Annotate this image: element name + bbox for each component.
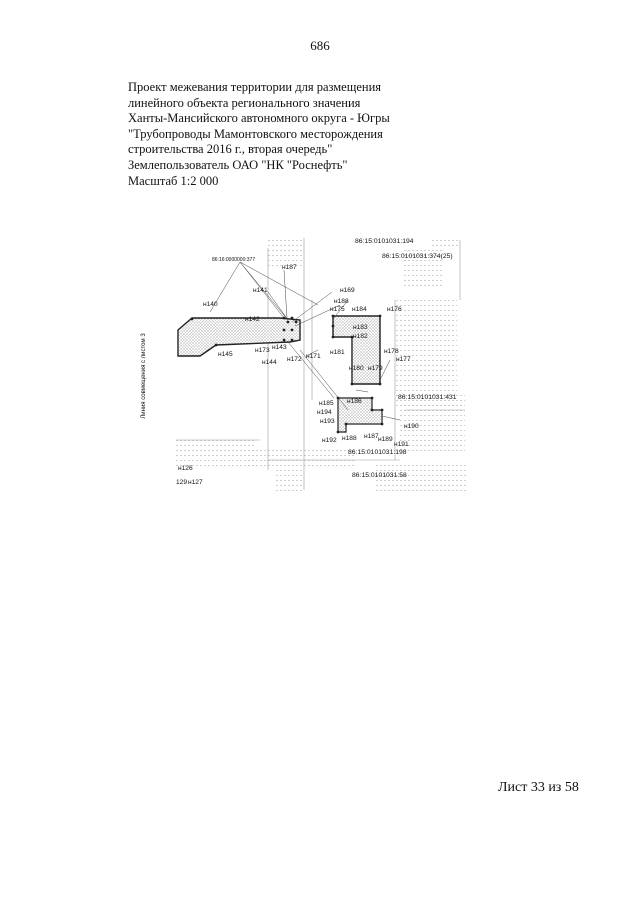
- point-label: н127: [188, 479, 203, 486]
- cadastral-background: [176, 236, 466, 494]
- point-label: н176: [387, 306, 402, 313]
- point-label: н172: [287, 356, 302, 363]
- point-label: н181: [330, 349, 345, 356]
- match-line-label: Линия совмещения с листом 3: [141, 333, 147, 419]
- cadastral-number: 86:16:0000000:377: [212, 257, 256, 263]
- point-label: н145: [218, 351, 233, 358]
- point-label: н183: [353, 324, 368, 331]
- point-label: н190: [404, 423, 419, 430]
- point-label: н171: [306, 353, 321, 360]
- point-label: н140: [203, 301, 218, 308]
- sheet-number: Лист 33 из 58: [498, 780, 579, 795]
- point-label: н192: [322, 437, 337, 444]
- point-label: н191: [394, 441, 409, 448]
- point-label: н144: [262, 359, 277, 366]
- point-label: н187: [364, 433, 379, 440]
- point-label: н173: [255, 347, 270, 354]
- point-label: н193: [320, 418, 335, 425]
- allocation-strip: [178, 316, 382, 432]
- point-label: н141: [253, 287, 268, 294]
- title-line: Проект межевания территории для размещения: [128, 80, 382, 94]
- point-label: н185: [319, 400, 334, 407]
- point-label: н178: [384, 348, 399, 355]
- point-label: н177: [396, 356, 411, 363]
- cadastral-number: 86:15:0101031:431: [398, 394, 457, 401]
- point-label: н188: [334, 298, 349, 305]
- point-label: н182: [353, 333, 368, 340]
- point-label: н169: [340, 287, 355, 294]
- point-label: н194: [317, 409, 332, 416]
- title-line: линейного объекта регионального значения: [128, 95, 361, 110]
- point-label: н142: [245, 316, 260, 323]
- point-label: н184: [352, 306, 367, 313]
- cadastral-number: 86:15:0101031:58: [352, 472, 407, 479]
- point-label: 129: [176, 479, 188, 486]
- cadastral-number: 86:15:0101031:194: [355, 238, 414, 245]
- title-line: "Трубопроводы Мамонтовского месторождения: [128, 126, 383, 141]
- point-label: н179: [368, 365, 383, 372]
- title-line: Ханты-Мансийского автономного округа - Югры: [128, 111, 390, 126]
- point-label: н186: [347, 398, 362, 405]
- point-label: н189: [378, 436, 393, 443]
- point-label: н180: [349, 365, 364, 372]
- point-label: н143: [272, 344, 287, 351]
- cadastral-number: 86:15:0101031:198: [348, 449, 407, 456]
- point-label: н188: [342, 435, 357, 442]
- title-line: строительства 2016 г., вторая очередь": [128, 142, 333, 157]
- point-label: н175: [330, 306, 345, 313]
- page-number: 686: [310, 38, 330, 53]
- point-label: н187: [282, 264, 297, 271]
- point-label: н126: [178, 465, 193, 472]
- scale-line: Масштаб 1:2 000: [128, 173, 219, 188]
- land-user-line: Землепользователь ОАО "НК "Роснефть": [128, 157, 348, 172]
- cadastral-number: 86:15:0101031:374(25): [382, 253, 453, 260]
